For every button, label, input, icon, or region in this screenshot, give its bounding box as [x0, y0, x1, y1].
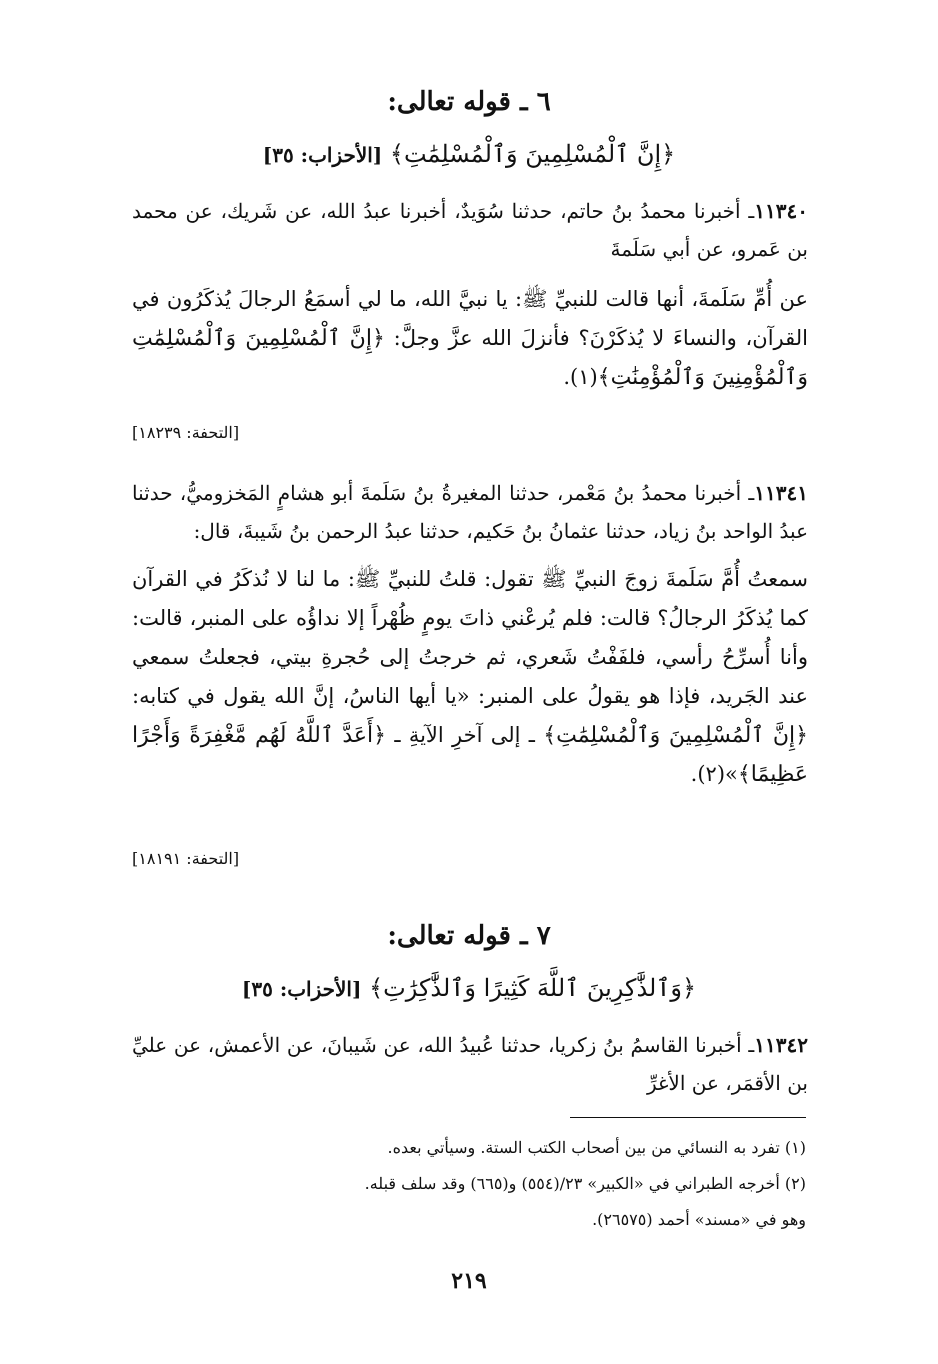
verse-reference: [الأحزاب: ٣٥]	[241, 977, 362, 1001]
hadith-11341-isnad	[132, 474, 808, 550]
verse-reference: [الأحزاب: ٣٥]	[262, 143, 383, 167]
footnote-marker: »(٢).	[690, 762, 738, 786]
verse-text: ﴿إِنَّ ٱلْمُسْلِمِينَ وَٱلْمُسْلِمَٰتِ﴾	[389, 140, 676, 168]
matn-verse: ﴿إِنَّ ٱلْمُسْلِمِينَ وَٱلْمُسْلِمَٰتِ وَٱلْمُؤْمِنِينَ وَٱلْمُؤْمِنَٰتِ﴾	[132, 326, 808, 390]
hadith-11340-isnad	[132, 192, 808, 268]
section-6-verse	[0, 136, 938, 173]
hadith-number: ١١٣٤٠	[754, 199, 808, 223]
hadith-11342-isnad	[132, 1026, 808, 1102]
verse-text: ﴿وَٱلذَّٰكِرِينَ ٱللَّهَ كَثِيرًا وَٱلذَّٰكِرَٰتِ﴾	[369, 974, 697, 1002]
isnad-text: ـ أخبرنا محمدُ بنُ مَعْمر، حدثنا المغيرةُ بنُ سَلَمةَ أبو هشامٍ المَخزوميُّ، حدثنا عبدُ الواحد بنُ زياد، حدثنا عثمانُ بنُ حَكيم، حدثنا عبدُ الرحمن بنُ شَيبةَ، قال:	[132, 481, 808, 543]
section-6-heading: ٦ ـ قوله تعالى:	[387, 87, 551, 117]
footnote-2-continued: وهو في «مسند» أحمد (٢٦٥٧٥).	[592, 1210, 806, 1229]
tuhfa-reference: [التحفة: ١٨١٩١]	[132, 849, 240, 868]
page-number: ٢١٩	[451, 1268, 487, 1294]
footnotes	[200, 1130, 806, 1238]
footnote-1: (١) تفرد به النسائي من بين أصحاب الكتب الستة. وسيأتي بعده.	[387, 1138, 806, 1157]
footnote-marker: (١).	[563, 365, 598, 389]
matn-text: عن أُمِّ سَلَمةَ، أنها قالت للنبيِّ ﷺ: يا نبيَّ الله، ما لي أسمَعُ الرجالَ يُذكَرُون في القرآن، والنساءَ لا يُذكَرْنَ؟ فأنزلَ الله عزَّ وجلَّ:	[132, 287, 808, 350]
isnad-text: ـ أخبرنا القاسمُ بنُ زكريا، حدثنا عُبيدُ الله، عن شَيبانَ، عن الأعمش، عن عليِّ بن الأقمَر، عن الأغرِّ	[132, 1033, 808, 1095]
footnote-2: (٢) أخرجه الطبراني في «الكبير» ٢٣/(٥٥٤) و(٦٦٥) وقد سلف قبله.	[364, 1174, 806, 1193]
matn-mid-text: ـ إلى آخرِ الآيةِ ـ	[394, 723, 535, 747]
isnad-text: ـ أخبرنا محمدُ بنُ حاتم، حدثنا سُوَيدٌ، أخبرنا عبدُ الله، عن شَريك، عن محمد بن عَمرو، عن أبي سَلَمةَ	[132, 199, 808, 261]
hadith-11340-matn	[132, 280, 808, 397]
matn-verse: ﴿إِنَّ ٱلْمُسْلِمِينَ وَٱلْمُسْلِمَٰتِ﴾	[543, 723, 808, 748]
hadith-number: ١١٣٤٢	[754, 1033, 808, 1057]
tuhfa-reference: [التحفة: ١٨٢٣٩]	[132, 423, 240, 442]
hadith-11341-matn	[132, 560, 808, 794]
matn-text: سمعتُ أُمَّ سَلَمةَ زوجَ النبيِّ ﷺ تقول: قلتُ للنبيِّ ﷺ: ما لنا لا نُذكَرُ في القرآن كما يُذكَرُ الرجالُ؟ قالت: فلم يُرعْني ذاتَ يومٍ ظُهْراً إلا نداؤُه على المنبر، قالت: وأنا أُسرِّحُ رأسي، فلفَفْتُ شَعري، ثم خرجتُ إلى حُجرةِ بيتي، فجعلتُ سمعي عند الجَريد، فإذا هو يقولُ على المنبر: «يا أيها الناسُ، إنَّ الله يقول في كتابه:	[132, 567, 808, 708]
footnote-divider	[570, 1117, 806, 1118]
hadith-number: ١١٣٤١	[754, 481, 808, 505]
matn-verse-2: ﴿أَعَدَّ ٱللَّهُ لَهُم مَّغْفِرَةً وَأَجْرًا عَظِيمًا﴾	[132, 723, 808, 787]
section-7-verse	[0, 970, 938, 1007]
section-7-heading: ٧ ـ قوله تعالى:	[387, 921, 551, 951]
